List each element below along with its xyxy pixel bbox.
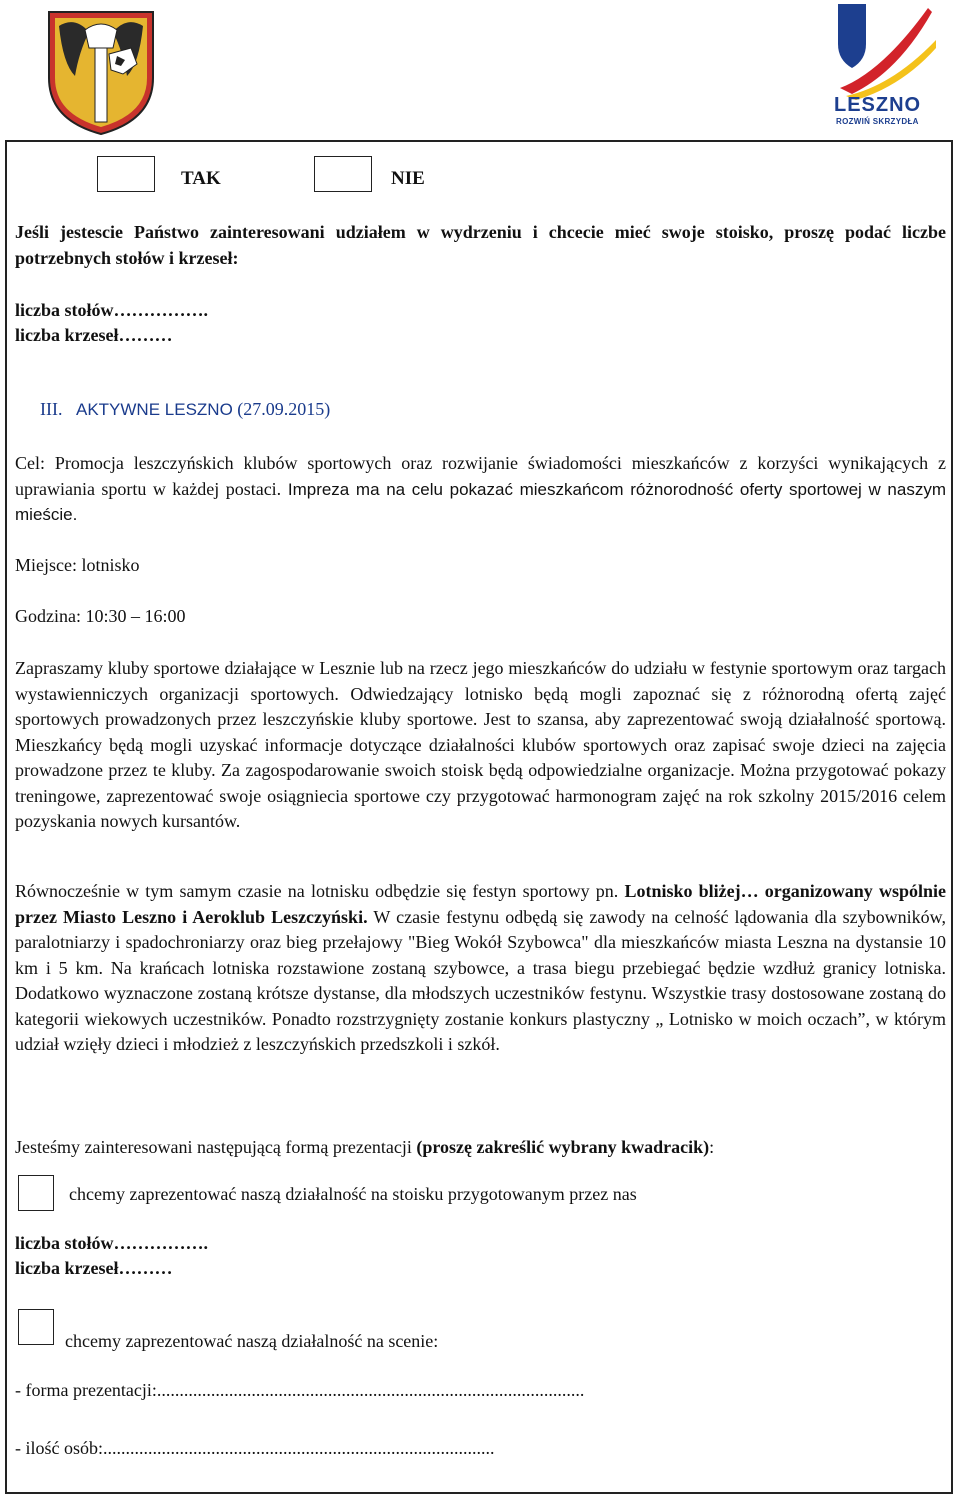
section-title: AKTYWNE LESZNO [75, 400, 233, 419]
section-number: III. [40, 399, 63, 419]
tak-label: TAK [181, 168, 221, 189]
invite-paragraph [15, 656, 946, 835]
nie-label: NIE [391, 168, 425, 189]
festival-text-4: Wszystkie trasy dostosowane zostaną do kategorii wiekowych uczestników. [15, 983, 946, 1029]
stand-question: Jeśli jestescie Państwo zainteresowani udziałem w wydrzeniu i chcecie mieć swoje stoisko, proszę podać liczbe potrzebnych stołów i krzeseł: [15, 222, 946, 268]
tables-count-line-bottom[interactable]: liczba stołów……………. [15, 1233, 208, 1253]
time-text: Godzina: 10:30 – 16:00 [15, 606, 186, 626]
invite-text-4: Za zagospodarowanie swoich stoisk będą odpowiedzialne organizacje. [215, 760, 735, 780]
leszno-logo-name: LESZNO [834, 94, 922, 116]
form-intro-text: Jesteśmy zainteresowani następującą formą prezentacji [15, 1137, 417, 1157]
stand-option-checkbox[interactable] [18, 1175, 54, 1211]
form-intro [15, 1135, 714, 1160]
festival-text-3: Dodatkowo wyznaczone zostaną krótsze dystanse, dla młodszych uczestników festynu. [15, 983, 647, 1003]
festival-name-bold: Lotnisko bliżej… organizowany wspólnie przez Miasto Leszno i Aeroklub Leszczyński. [15, 881, 946, 927]
invite-text-5: Można przygotować pokazy treningowe, zaprezentować swoje osiągniecia sportowe czy przygotować harmonogram zajęć na rok szkolny 2015/2016 celem pozyskania nowych kursantów. [15, 760, 946, 831]
invite-text-2: Odwiedzający lotnisko będą mogli zapoznać się z różnorodną ofertą zajęć sportowych prowadzonych przez leszczyńskie kluby sportowe. Jest to szansa, aby zaprezentować swoją działalność sportową. [15, 683, 946, 729]
place-text: Miejsce: lotnisko [15, 555, 140, 575]
presentation-form-line[interactable]: - forma prezentacji:............................................................................................... [15, 1380, 585, 1400]
chairs-count-line-top[interactable]: liczba krzeseł……… [15, 325, 173, 345]
people-count-line[interactable]: - ilość osób:....................................................................................... [15, 1438, 495, 1458]
festival-text-2: Na krańcach lotniska rozstawione zostaną szybowce, a trasa biegu przebiegać będzie wzdłuż granicy lotniska. [102, 957, 946, 978]
form-intro-end: : [709, 1137, 715, 1157]
tak-checkbox[interactable] [97, 156, 155, 192]
invite-text-3: Mieszkańcy będą mogli uzyskać informacje dotyczące działalności klubów sportowych oraz zapisać swoje dzieci na zajęcia prowadzone przez te kluby. [15, 734, 946, 780]
festival-text-1: W czasie festynu odbędą się zawody na celność lądowania dla szybowników, paralotniarzy i spadochroniarzy oraz bieg przełajowy "Bieg Wokół Szybowca" dla mieszkańców miasta Leszna na dystansie 10 km i 5 km. [15, 906, 946, 978]
goal-text-cont: Impreza ma na celu pokazać mieszkańcom różnorodność oferty sportowej w naszym mieście. [15, 479, 946, 524]
leszno-logo-tagline: ROZWIŃ SKRZYDŁA [836, 117, 919, 126]
stage-option-checkbox[interactable] [18, 1309, 54, 1345]
nie-checkbox[interactable] [314, 156, 372, 192]
festival-text-pre: Równocześnie w tym samym czasie na lotnisku odbędzie się festyn sportowy pn. [15, 881, 625, 901]
goal-text: Cel: Promocja leszczyńskich klubów sportowych oraz rozwijanie świadomości mieszkańców z korzyści wynikających z uprawiania sportu w każdej postaci. [15, 453, 946, 499]
tables-count-line-top[interactable]: liczba stołów……………. [15, 300, 208, 320]
form-intro-bold: (proszę zakreślić wybrany kwadracik) [416, 1137, 710, 1157]
invite-text-1: Zapraszamy kluby sportowe działające w Lesznie lub na rzecz jego mieszkańców do udziału w festynie sportowym oraz targach wystawienniczych organizacji sportowych. [15, 658, 946, 704]
chairs-count-line-bottom[interactable]: liczba krzeseł……… [15, 1258, 173, 1278]
stand-option-label: chcemy zaprezentować naszą działalność na stoisku przygotowanym przez nas [69, 1184, 637, 1204]
section-heading [40, 399, 330, 420]
festival-paragraph [15, 879, 946, 1058]
stage-option-label: chcemy zaprezentować naszą działalność na scenie: [65, 1331, 439, 1351]
festival-text-5: Ponadto rozstrzygnięty zostanie konkurs plastyczny „ Lotnisko w moich oczach”, w którym udział wzięły dzieci i młodzież z leszczyńskich przedszkoli i szkół. [15, 1008, 946, 1054]
section-date: (27.09.2015) [237, 399, 331, 419]
leszno-logo [832, 2, 940, 128]
goal-paragraph [15, 451, 946, 528]
coat-of-arms-logo [45, 8, 157, 136]
